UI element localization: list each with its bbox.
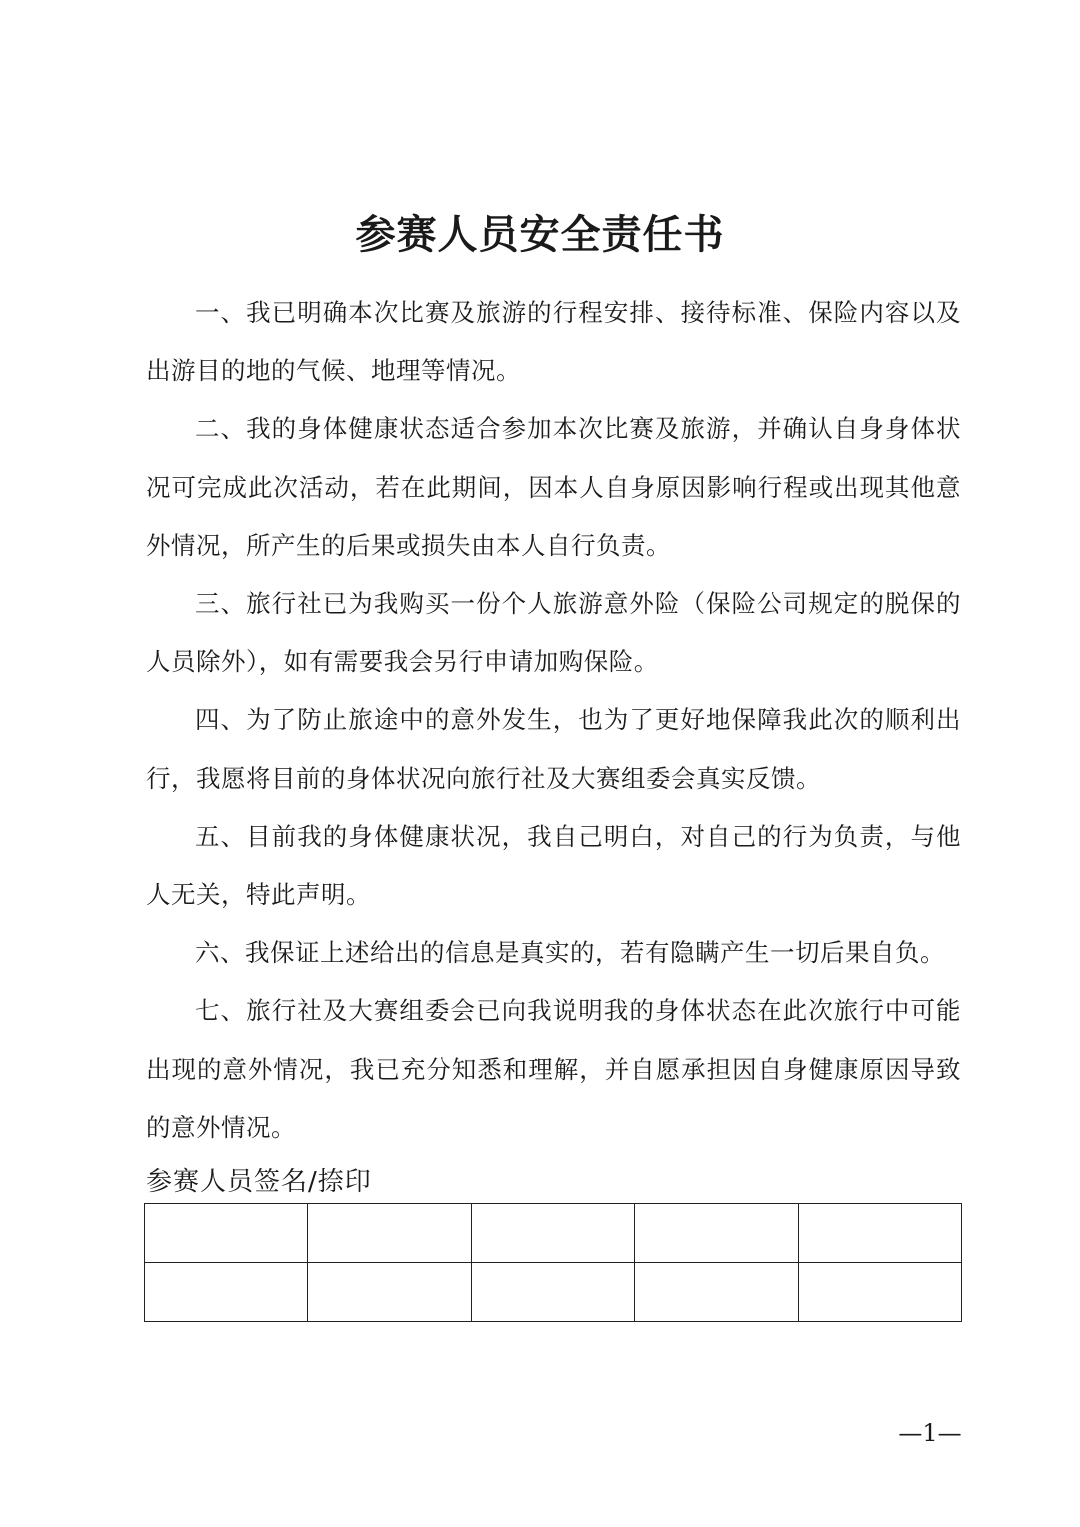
- signature-cell[interactable]: [308, 1263, 471, 1322]
- signature-cell[interactable]: [798, 1263, 961, 1322]
- signature-cell[interactable]: [145, 1204, 308, 1263]
- signature-cell[interactable]: [635, 1263, 798, 1322]
- signature-label: 参赛人员签名/捺印: [146, 1167, 372, 1197]
- signature-cell[interactable]: [471, 1204, 634, 1263]
- clause-1: 一、我已明确本次比赛及旅游的行程安排、接待标准、保险内容以及出游目的地的气候、地理等情况。: [146, 298, 961, 386]
- document-title: 参赛人员安全责任书: [355, 212, 725, 258]
- page-number: —1—: [898, 1419, 962, 1447]
- clause-2: 二、我的身体健康状态适合参加本次比赛及旅游，并确认自身身体状况可完成此次活动，若在此期间，因本人自身原因影响行程或出现其他意外情况，所产生的后果或损失由本人自行负责。: [146, 414, 961, 560]
- clause-7: 七、旅行社及大赛组委会已向我说明我的身体状态在此次旅行中可能出现的意外情况，我已充分知悉和理解，并自愿承担因自身健康原因导致的意外情况。: [146, 996, 961, 1142]
- signature-cell[interactable]: [798, 1204, 961, 1263]
- signature-table: [144, 1203, 962, 1322]
- signature-cell[interactable]: [145, 1263, 308, 1322]
- signature-cell[interactable]: [635, 1204, 798, 1263]
- clause-4: 四、为了防止旅途中的意外发生，也为了更好地保障我此次的顺利出行，我愿将目前的身体状况向旅行社及大赛组委会真实反馈。: [146, 705, 961, 793]
- signature-row: [145, 1263, 962, 1322]
- signature-cell[interactable]: [308, 1204, 471, 1263]
- signature-cell[interactable]: [471, 1263, 634, 1322]
- signature-row: [145, 1204, 962, 1263]
- clause-5: 五、目前我的身体健康状况，我自己明白，对自己的行为负责，与他人无关，特此声明。: [146, 821, 961, 910]
- clause-6: 六、我保证上述给出的信息是真实的，若有隐瞒产生一切后果自负。: [195, 938, 945, 968]
- document-body: [146, 284, 961, 1157]
- clause-3: 三、旅行社已为我购买一份个人旅游意外险（保险公司规定的脱保的人员除外），如有需要我会另行申请加购保险。: [146, 589, 961, 677]
